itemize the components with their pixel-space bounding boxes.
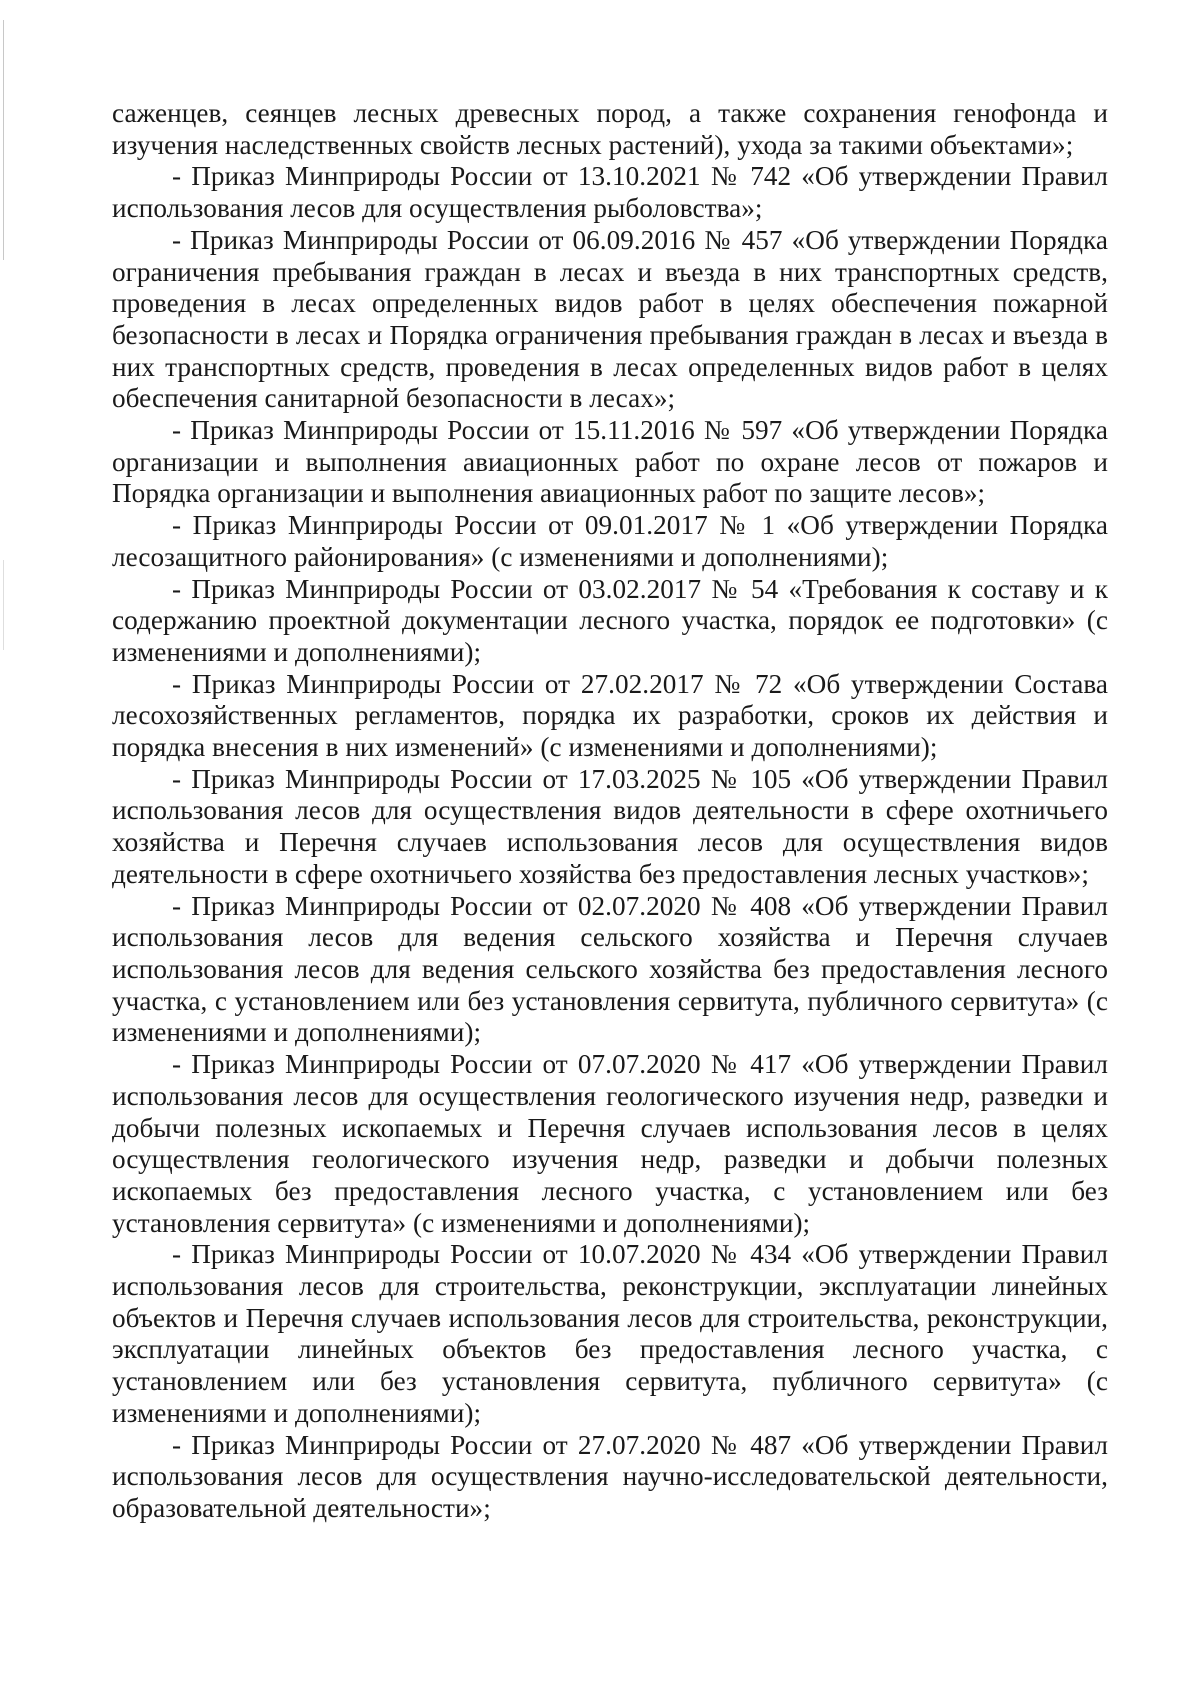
order-item-1: - Приказ Минприроды России от 09.01.2017 № 1 «Об утверждении Порядка лесозащитного районирования» (с изменениями и дополнениями); bbox=[112, 510, 1108, 572]
order-item-72: - Приказ Минприроды России от 27.02.2017 № 72 «Об утверждении Состава лесохозяйственных регламентов, порядка их разработки, сроков их действия и порядка внесения в них изменений» (с изменениями и дополнениями); bbox=[112, 668, 1108, 763]
order-item-408: - Приказ Минприроды России от 02.07.2020 № 408 «Об утверждении Правил использования лесов для ведения сельского хозяйства и Перечня случаев использования лесов для ведения сельского хозяйства без предоставления лесного участка, с установлением или без установления сервитута, публичного сервитута» (с изменениями и дополнениями); bbox=[112, 890, 1108, 1048]
scan-edge-mark bbox=[3, 560, 4, 650]
order-item-457: - Приказ Минприроды России от 06.09.2016 № 457 «Об утверждении Порядка ограничения пребывания граждан в лесах и въезда в них транспортных средств, проведения в лесах определенных видов работ в целях обеспечения пожарной безопасности в лесах и Порядка ограничения пребывания граждан в лесах и въезда в них транспортных средств, проведения в лесах определенных видов работ в целях обеспечения санитарной безопасности в лесах»; bbox=[112, 224, 1108, 414]
scan-edge-mark bbox=[3, 20, 4, 260]
order-item-434: - Приказ Минприроды России от 10.07.2020 № 434 «Об утверждении Правил использования лесов для строительства, реконструкции, эксплуатации линейных объектов и Перечня случаев использования лесов для строительства, реконструкции, эксплуатации линейных объектов без предоставления лесного участка, с установлением или без установления сервитута, публичного сервитута» (с изменениями и дополнениями); bbox=[112, 1239, 1108, 1428]
order-item-54: - Приказ Минприроды России от 03.02.2017 № 54 «Требования к составу и к содержанию проектной документации лесного участка, порядок ее подготовки» (с изменениями и дополнениями); bbox=[112, 573, 1108, 667]
continuation-paragraph: саженцев, сеянцев лесных древесных пород, а также сохранения генофонда и изучения наследственных свойств лесных растений), ухода за такими объектами»; bbox=[112, 98, 1108, 160]
order-item-487: - Приказ Минприроды России от 27.07.2020 № 487 «Об утверждении Правил использования лесов для осуществления научно-исследовательской деятельности, образовательной деятельности»; bbox=[112, 1429, 1108, 1523]
order-item-105: - Приказ Минприроды России от 17.03.2025 № 105 «Об утверждении Правил использования лесов для осуществления видов деятельности в сфере охотничьего хозяйства и Перечня случаев использования лесов для осуществления видов деятельности в сфере охотничьего хозяйства без предоставления лесных участков»; bbox=[112, 763, 1108, 889]
order-item-742: - Приказ Минприроды России от 13.10.2021 № 742 «Об утверждении Правил использования лесов для осуществления рыболовства»; bbox=[112, 161, 1108, 224]
document-body bbox=[112, 98, 1108, 1525]
order-item-597: - Приказ Минприроды России от 15.11.2016 № 597 «Об утверждении Порядка организации и выполнения авиационных работ по охране лесов от пожаров и Порядка организации и выполнения авиационных работ по защите лесов»; bbox=[112, 415, 1108, 509]
order-item-417: - Приказ Минприроды России от 07.07.2020 № 417 «Об утверждении Правил использования лесов для осуществления геологического изучения недр, разведки и добычи полезных ископаемых и Перечня случаев использования лесов в целях осуществления геологического изучения недр, разведки и добычи полезных ископаемых без предоставления лесного участка, с установлением или без установления сервитута» (с изменениями и дополнениями); bbox=[112, 1049, 1108, 1238]
